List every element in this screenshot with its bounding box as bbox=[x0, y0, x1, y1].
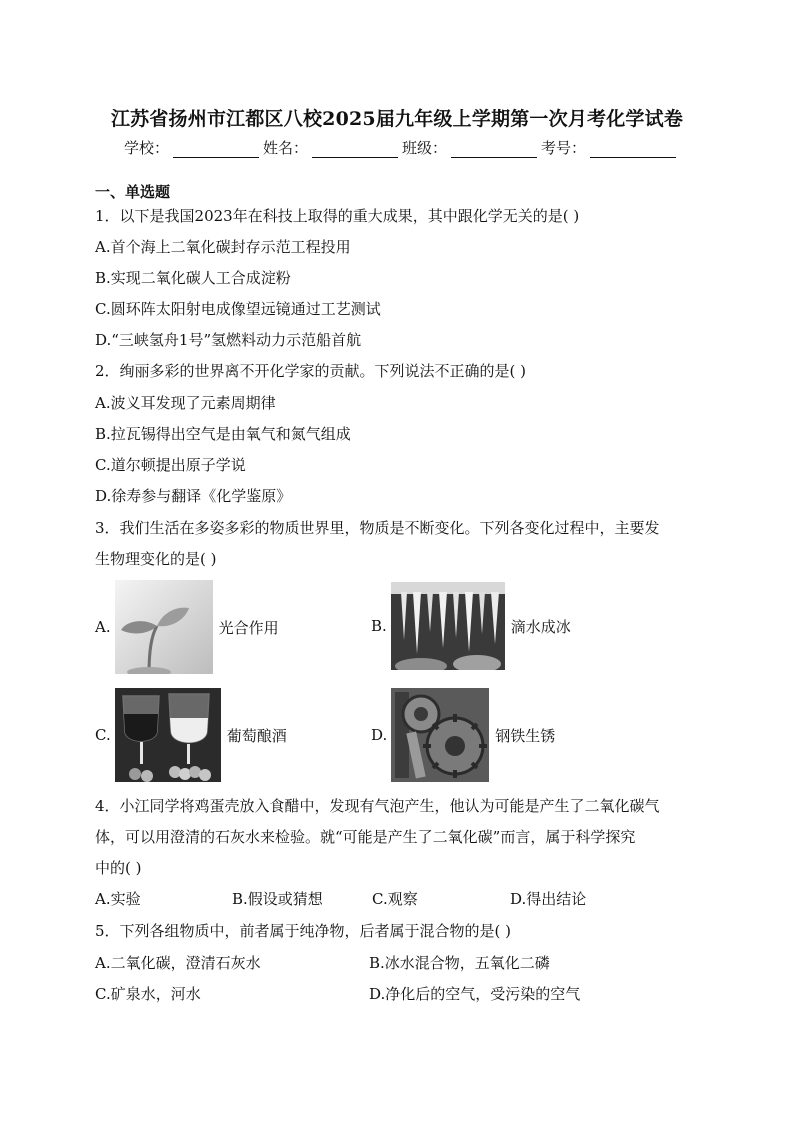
class-field[interactable] bbox=[402, 137, 537, 158]
q1-option-d[interactable]: D.“三峡氢舟1号”氢燃料动力示范船首航 bbox=[95, 331, 362, 349]
q3-option-b[interactable] bbox=[371, 582, 571, 670]
q2-option-d[interactable]: D.徐寿参与翻译《化学鉴原》 bbox=[95, 487, 292, 505]
sprout-image bbox=[115, 580, 213, 674]
q3-option-d[interactable] bbox=[371, 688, 555, 782]
q3-stem-line1: 3．我们生活在多姿多彩的物质世界里，物质是不断变化。下列各变化过程中，主要发 bbox=[95, 519, 660, 537]
exam-number-label: 考号： bbox=[541, 139, 587, 157]
q3-option-a-letter: A. bbox=[95, 618, 111, 636]
icicles-image bbox=[391, 582, 505, 670]
name-blank[interactable] bbox=[312, 141, 398, 158]
school-label: 学校： bbox=[124, 139, 170, 157]
q4-option-d[interactable]: D.得出结论 bbox=[510, 890, 587, 908]
q3-option-c-letter: C. bbox=[95, 726, 111, 744]
q1-option-a[interactable]: A.首个海上二氧化碳封存示范工程投用 bbox=[95, 238, 351, 256]
q2-stem: 2．绚丽多彩的世界离不开化学家的贡献。下列说法不正确的是( ) bbox=[95, 362, 527, 380]
exam-number-blank[interactable] bbox=[590, 141, 676, 158]
q4-stem-line2: 体，可以用澄清的石灰水来检验。就“可能是产生了二氧化碳”而言，属于科学探究 bbox=[95, 828, 636, 846]
q3-option-d-letter: D. bbox=[371, 726, 388, 744]
school-field[interactable] bbox=[124, 137, 259, 158]
q3-option-c-text: 葡萄酿酒 bbox=[226, 726, 287, 745]
q4-stem-line1: 4．小江同学将鸡蛋壳放入食醋中，发现有气泡产生，他认为可能是产生了二氧化碳气 bbox=[95, 797, 660, 815]
student-info-row bbox=[124, 136, 684, 158]
section-heading: 一、单选题 bbox=[95, 183, 171, 201]
rusty-gears-image bbox=[391, 688, 489, 782]
q1-option-b[interactable]: B.实现二氧化碳人工合成淀粉 bbox=[95, 269, 291, 287]
q5-option-a[interactable]: A.二氧化碳，澄清石灰水 bbox=[95, 954, 261, 972]
q4-options bbox=[95, 888, 655, 909]
class-blank[interactable] bbox=[451, 141, 537, 158]
q5-stem: 5．下列各组物质中，前者属于纯净物，后者属于混合物的是( ) bbox=[95, 922, 512, 940]
q3-option-a[interactable] bbox=[95, 580, 279, 674]
q2-option-b[interactable]: B.拉瓦锡得出空气是由氧气和氮气组成 bbox=[95, 425, 351, 443]
school-blank[interactable] bbox=[173, 141, 259, 158]
wine-glasses-image bbox=[115, 688, 221, 782]
q2-option-c[interactable]: C.道尔顿提出原子学说 bbox=[95, 456, 246, 474]
q3-stem-line2: 生物理变化的是( ) bbox=[95, 550, 217, 568]
q3-option-b-letter: B. bbox=[371, 617, 387, 635]
q4-option-b[interactable]: B.假设或猜想 bbox=[232, 890, 323, 908]
q5-option-d[interactable]: D.净化后的空气，受污染的空气 bbox=[369, 985, 581, 1003]
q4-stem-line3: 中的( ) bbox=[95, 859, 142, 877]
exam-title: 江苏省扬州市江都区八校2025届九年级上学期第一次月考化学试卷 bbox=[110, 108, 684, 130]
q5-options-row1 bbox=[95, 952, 655, 973]
q4-option-c[interactable]: C.观察 bbox=[372, 890, 418, 908]
q1-stem: 1．以下是我国2023年在科技上取得的重大成果，其中跟化学无关的是( ) bbox=[95, 207, 580, 225]
exam-number-field[interactable] bbox=[541, 137, 676, 158]
q3-option-d-text: 钢铁生锈 bbox=[495, 726, 556, 745]
name-label: 姓名： bbox=[263, 139, 309, 157]
q4-option-a[interactable]: A.实验 bbox=[95, 890, 141, 908]
q5-options-row2 bbox=[95, 983, 655, 1004]
q3-option-b-text: 滴水成冰 bbox=[510, 617, 571, 636]
q5-option-c[interactable]: C.矿泉水，河水 bbox=[95, 985, 201, 1003]
q3-option-a-text: 光合作用 bbox=[218, 618, 279, 637]
name-field[interactable] bbox=[263, 137, 398, 158]
class-label: 班级： bbox=[402, 139, 448, 157]
q2-option-a[interactable]: A.波义耳发现了元素周期律 bbox=[95, 394, 276, 412]
q5-option-b[interactable]: B.冰水混合物，五氧化二磷 bbox=[369, 954, 550, 972]
q3-option-c[interactable] bbox=[95, 688, 287, 782]
q1-option-c[interactable]: C.圆环阵太阳射电成像望远镜通过工艺测试 bbox=[95, 300, 381, 318]
